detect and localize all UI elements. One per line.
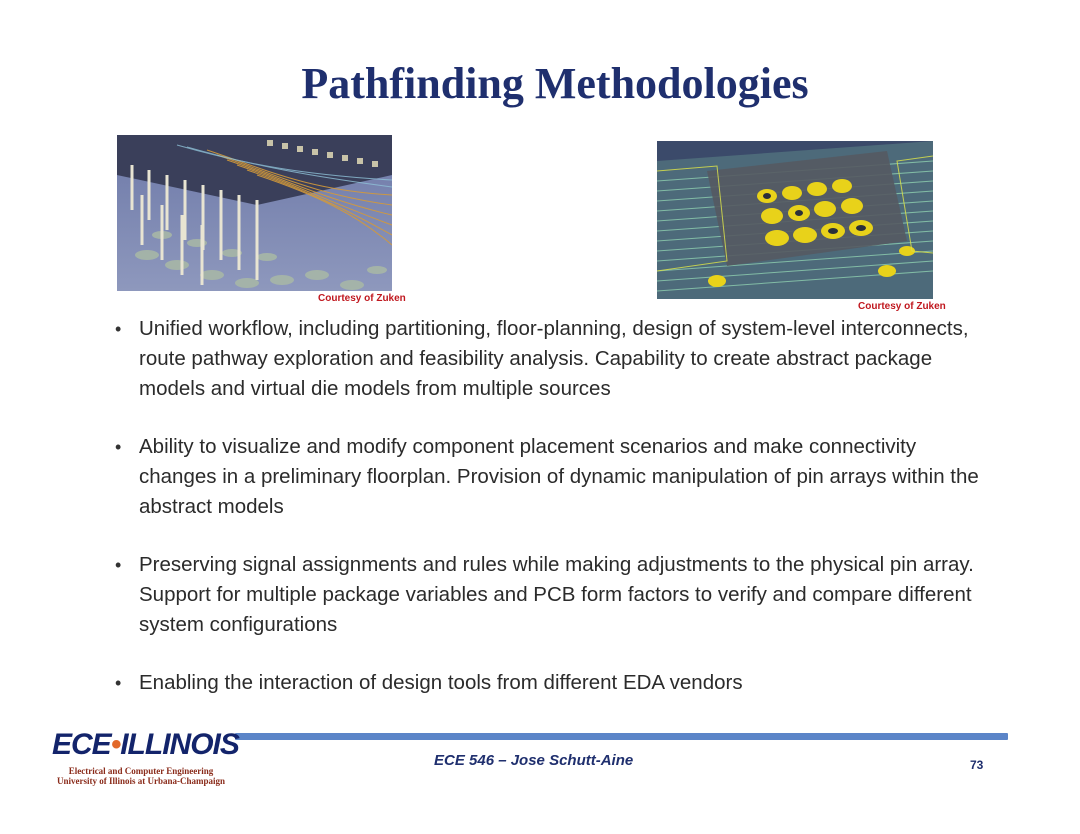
bullet-text: Enabling the interaction of design tools from different EDA vendors [139, 671, 743, 694]
ece-illinois-logo [52, 728, 239, 762]
package-routing-image-left [117, 135, 392, 291]
bullet-item [113, 668, 993, 698]
bullet-glyph: • [115, 555, 122, 575]
page-number: 73 [970, 758, 984, 772]
bullet-item [113, 432, 993, 522]
slide-title: Pathfinding Methodologies [301, 59, 809, 108]
logo-subtitle-university: University of Illinois at Urbana-Champaign [56, 776, 226, 786]
bullet-glyph: • [115, 673, 122, 693]
image-caption-left: Courtesy of Zuken [318, 293, 406, 304]
logo-dot-icon: • [110, 728, 121, 761]
bullet-text: Preserving signal assignments and rules while making adjustments to the physical pin array. Support for multiple package variables and PCB form factors to verify and compare different system configurations [139, 553, 974, 636]
bullet-text: Unified workflow, including partitioning, floor-planning, design of system-level interconnects, route pathway exploration and feasibility analysis. Capability to create abstract package models and virtual die models from multiple sources [139, 317, 969, 400]
footer-course-label: ECE 546 – Jose Schutt-Aine [434, 752, 634, 769]
bullet-list [113, 314, 993, 726]
bullet-item [113, 550, 993, 640]
bullet-item [113, 314, 993, 404]
bullet-text: Ability to visualize and modify component placement scenarios and make connectivity changes in a preliminary floorplan. Provision of dynamic manipulation of pin arrays within the abstract models [139, 435, 979, 518]
image-caption-right: Courtesy of Zuken [858, 301, 946, 312]
chip-layout-image-right [657, 141, 933, 299]
logo-text-illinois: ILLINOIS [120, 728, 239, 761]
bullet-glyph: • [115, 319, 122, 339]
logo-subtitle-department: Electrical and Computer Engineering [68, 766, 214, 776]
bullet-glyph: • [115, 437, 122, 457]
logo-text-ece: ECE [52, 728, 111, 761]
footer-divider-bar [235, 733, 1008, 740]
